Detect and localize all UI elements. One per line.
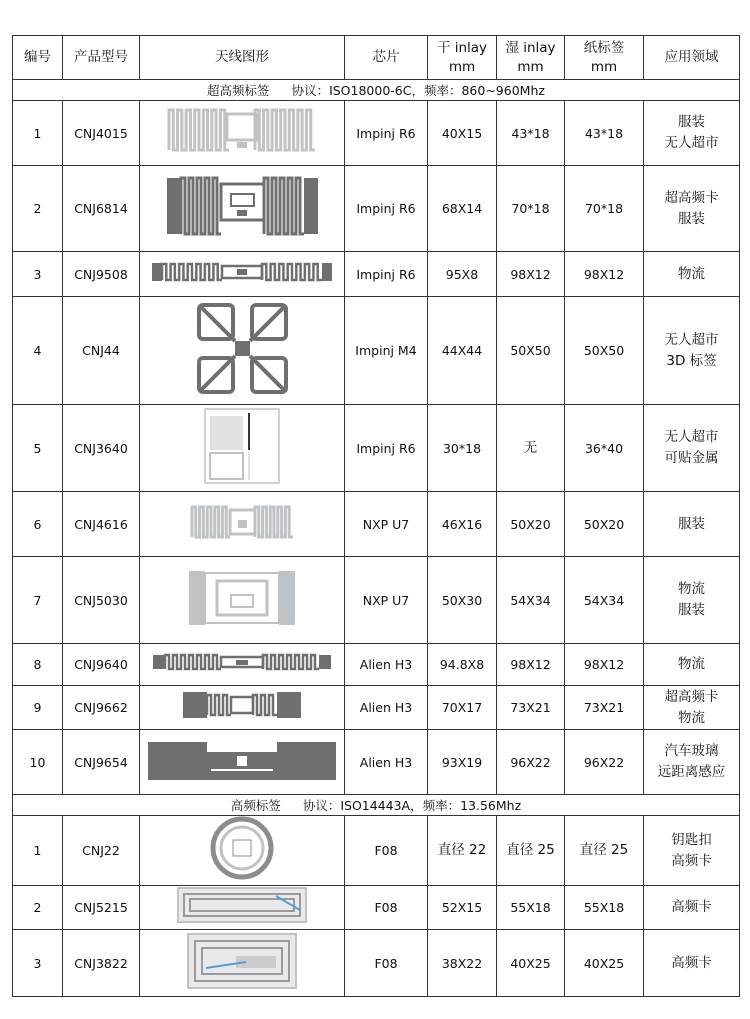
antenna-graphic xyxy=(140,816,345,886)
chip: Alien H3 xyxy=(345,730,428,795)
row-number: 1 xyxy=(13,101,63,166)
product-model: CNJ9654 xyxy=(63,730,140,795)
chip: NXP U7 xyxy=(345,492,428,557)
row-number: 10 xyxy=(13,730,63,795)
row-number: 3 xyxy=(13,930,63,997)
dry-inlay-size: 46X16 xyxy=(428,492,497,557)
application-line-2: 服装 xyxy=(678,210,705,227)
row-number: 2 xyxy=(13,166,63,252)
chip: F08 xyxy=(345,930,428,997)
cnj5215-antenna-icon xyxy=(140,886,344,929)
application-line-1: 钥匙扣 xyxy=(671,831,712,848)
header-dry-inlay: 干 inlay mm xyxy=(428,36,497,80)
uhf-section-title xyxy=(13,80,740,101)
cnj4015-antenna-icon xyxy=(140,106,344,161)
dry-inlay-size: 52X15 xyxy=(428,886,497,930)
application-field xyxy=(644,492,740,557)
product-model: CNJ22 xyxy=(63,816,140,886)
wet-inlay-size: 43*18 xyxy=(497,101,565,166)
wet-inlay-size: 70*18 xyxy=(497,166,565,252)
cnj9654-antenna-icon xyxy=(140,738,344,787)
paper-label-size: 40X25 xyxy=(565,930,644,997)
dry-inlay-size: 40X15 xyxy=(428,101,497,166)
product-model: CNJ4015 xyxy=(63,101,140,166)
application-field xyxy=(644,297,740,405)
product-model: CNJ4616 xyxy=(63,492,140,557)
antenna-graphic xyxy=(140,297,345,405)
paper-label-size: 43*18 xyxy=(565,101,644,166)
product-model: CNJ6814 xyxy=(63,166,140,252)
antenna-graphic xyxy=(140,886,345,930)
table-row xyxy=(13,297,740,405)
paper-label-size: 直径 25 xyxy=(565,816,644,886)
dry-inlay-size: 93X19 xyxy=(428,730,497,795)
table-row xyxy=(13,252,740,297)
application-field xyxy=(644,730,740,795)
dry-inlay-size: 68X14 xyxy=(428,166,497,252)
chip: Alien H3 xyxy=(345,644,428,686)
antenna-graphic xyxy=(140,492,345,557)
wet-inlay-size: 54X34 xyxy=(497,557,565,644)
cnj9640-antenna-icon xyxy=(140,652,344,677)
application-field xyxy=(644,886,740,930)
application-line-2: 无人超市 xyxy=(664,135,719,151)
chip: Impinj R6 xyxy=(345,166,428,252)
application-line-1: 超高频卡 xyxy=(664,688,719,705)
row-number: 9 xyxy=(13,686,63,730)
chip: F08 xyxy=(345,816,428,886)
product-model: CNJ9662 xyxy=(63,686,140,730)
wet-inlay-size: 55X18 xyxy=(497,886,565,930)
application-field xyxy=(644,101,740,166)
application-line-1: 高频卡 xyxy=(671,899,712,915)
cnj6814-antenna-icon xyxy=(140,170,344,247)
paper-label-size: 55X18 xyxy=(565,886,644,930)
chip: Impinj R6 xyxy=(345,405,428,492)
application-field xyxy=(644,816,740,886)
antenna-graphic xyxy=(140,101,345,166)
header-chip: 芯片 xyxy=(345,36,428,80)
wet-inlay-size: 40X25 xyxy=(497,930,565,997)
chip: Alien H3 xyxy=(345,686,428,730)
application-line-2: 物流 xyxy=(678,709,705,726)
paper-label-size: 96X22 xyxy=(565,730,644,795)
wet-inlay-size: 98X12 xyxy=(497,252,565,297)
application-line-1: 物流 xyxy=(678,265,705,282)
paper-label-size: 50X50 xyxy=(565,297,644,405)
application-field xyxy=(644,930,740,997)
antenna-graphic xyxy=(140,644,345,686)
application-line-2: 远距离感应 xyxy=(657,764,726,780)
antenna-graphic xyxy=(140,405,345,492)
paper-label-size: 98X12 xyxy=(565,644,644,686)
product-model: CNJ9640 xyxy=(63,644,140,686)
application-line-1: 高频卡 xyxy=(671,954,712,971)
rfid-spec-table xyxy=(12,35,740,997)
table-row xyxy=(13,816,740,886)
product-model: CNJ9508 xyxy=(63,252,140,297)
table-row xyxy=(13,166,740,252)
paper-label-size: 70*18 xyxy=(565,166,644,252)
wet-inlay-size: 96X22 xyxy=(497,730,565,795)
paper-label-size: 54X34 xyxy=(565,557,644,644)
dry-inlay-size: 94.8X8 xyxy=(428,644,497,686)
application-line-1: 服装 xyxy=(678,515,705,532)
header-paper-label: 纸标签 mm xyxy=(565,36,644,80)
product-model: CNJ3822 xyxy=(63,930,140,997)
hf-protocol: 协议：ISO14443A，频率：13.56Mhz xyxy=(302,797,522,813)
dry-inlay-size: 50X30 xyxy=(428,557,497,644)
header-no: 编号 xyxy=(13,36,63,80)
dry-inlay-size: 直径 22 xyxy=(428,816,497,886)
paper-label-size: 73X21 xyxy=(565,686,644,730)
paper-label-size: 36*40 xyxy=(565,405,644,492)
cnj4616-antenna-icon xyxy=(140,502,344,547)
row-number: 7 xyxy=(13,557,63,644)
application-field xyxy=(644,686,740,730)
application-line-1: 无人超市 xyxy=(664,429,719,445)
cnj3822-antenna-icon xyxy=(140,932,344,995)
antenna-graphic xyxy=(140,930,345,997)
table-row xyxy=(13,405,740,492)
product-model: CNJ5030 xyxy=(63,557,140,644)
header-application: 应用领域 xyxy=(644,36,740,80)
hf-section-name: 高频标签 xyxy=(230,797,281,813)
antenna-graphic xyxy=(140,252,345,297)
hf-section-header xyxy=(13,795,740,816)
dry-inlay-size: 30*18 xyxy=(428,405,497,492)
product-model: CNJ44 xyxy=(63,297,140,405)
cnj22-antenna-icon xyxy=(140,816,344,885)
row-number: 4 xyxy=(13,297,63,405)
wet-inlay-size: 50X20 xyxy=(497,492,565,557)
wet-inlay-size: 73X21 xyxy=(497,686,565,730)
table-row xyxy=(13,557,740,644)
uhf-section-name: 超高频标签 xyxy=(207,82,270,98)
chip: Impinj R6 xyxy=(345,101,428,166)
header-wet-inlay: 湿 inlay mm xyxy=(497,36,565,80)
wet-inlay-size: 50X50 xyxy=(497,297,565,405)
row-number: 5 xyxy=(13,405,63,492)
product-model: CNJ3640 xyxy=(63,405,140,492)
application-line-1: 物流 xyxy=(678,656,705,672)
row-number: 2 xyxy=(13,886,63,930)
application-field xyxy=(644,644,740,686)
application-line-1: 无人超市 xyxy=(664,331,719,348)
chip: F08 xyxy=(345,886,428,930)
hf-section-title xyxy=(13,795,740,816)
cnj3640-antenna-icon xyxy=(140,408,344,489)
table-row xyxy=(13,886,740,930)
application-field xyxy=(644,166,740,252)
row-number: 1 xyxy=(13,816,63,886)
application-field xyxy=(644,252,740,297)
cnj5030-antenna-icon xyxy=(140,567,344,634)
wet-inlay-size: 直径 25 xyxy=(497,816,565,886)
table-row xyxy=(13,930,740,997)
paper-label-size: 50X20 xyxy=(565,492,644,557)
application-field xyxy=(644,405,740,492)
application-line-1: 超高频卡 xyxy=(664,189,719,206)
uhf-protocol: 协议：ISO18000-6C，频率：860~960Mhz xyxy=(291,82,545,98)
application-line-2: 3D 标签 xyxy=(666,352,717,369)
row-number: 3 xyxy=(13,252,63,297)
cnj44-antenna-icon xyxy=(140,301,344,401)
antenna-graphic xyxy=(140,166,345,252)
application-line-1: 汽车玻璃 xyxy=(664,743,719,759)
table-row xyxy=(13,101,740,166)
table-row xyxy=(13,644,740,686)
table-row xyxy=(13,730,740,795)
antenna-graphic xyxy=(140,730,345,795)
wet-inlay-size: 无 xyxy=(497,405,565,492)
cnj9662-antenna-icon xyxy=(140,689,344,726)
application-line-1: 服装 xyxy=(678,114,705,130)
wet-inlay-size: 98X12 xyxy=(497,644,565,686)
application-field xyxy=(644,557,740,644)
antenna-graphic xyxy=(140,557,345,644)
application-line-2: 服装 xyxy=(678,602,705,618)
row-number: 8 xyxy=(13,644,63,686)
chip: Impinj R6 xyxy=(345,252,428,297)
dry-inlay-size: 95X8 xyxy=(428,252,497,297)
application-line-2: 高频卡 xyxy=(671,852,712,869)
table-row xyxy=(13,492,740,557)
product-model: CNJ5215 xyxy=(63,886,140,930)
row-number: 6 xyxy=(13,492,63,557)
chip: NXP U7 xyxy=(345,557,428,644)
header-row xyxy=(13,36,740,80)
dry-inlay-size: 38X22 xyxy=(428,930,497,997)
header-model: 产品型号 xyxy=(63,36,140,80)
header-antenna: 天线图形 xyxy=(140,36,345,80)
cnj9508-antenna-icon xyxy=(140,260,344,289)
antenna-graphic xyxy=(140,686,345,730)
dry-inlay-size: 70X17 xyxy=(428,686,497,730)
application-line-1: 物流 xyxy=(678,581,705,597)
chip: Impinj M4 xyxy=(345,297,428,405)
table-row xyxy=(13,686,740,730)
paper-label-size: 98X12 xyxy=(565,252,644,297)
dry-inlay-size: 44X44 xyxy=(428,297,497,405)
application-line-2: 可贴金属 xyxy=(664,450,719,466)
uhf-section-header xyxy=(13,80,740,101)
